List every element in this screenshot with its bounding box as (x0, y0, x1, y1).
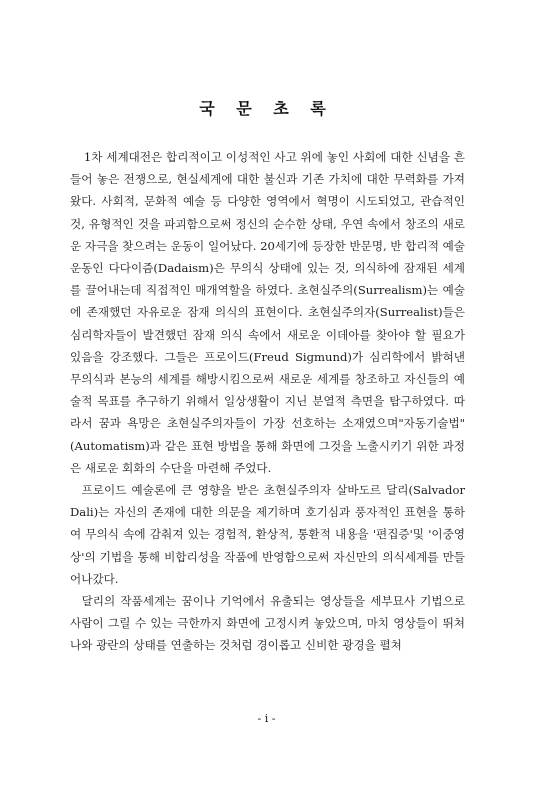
paragraph-2: 프로이드 예술론에 큰 영향을 받은 초현실주의자 살바도르 달리(Salvador Dali)는 자신의 존재에 대한 의문을 제기하며 호기심과 풍자적인 표현을 통하여 무의식 속에 감춰져 있는 경험적, 환상적, 통환적 내용을 '편집증'및 '이중영상'의 기법을 통해 비합리성을 작품에 반영함으로써 자신만의 의식세계를 만들어나갔다. (70, 483, 465, 586)
paragraph-1: 1차 세계대전은 합리적이고 이성적인 사고 위에 놓인 사회에 대한 신념을 흔들어 놓은 전쟁으로, 현실세계에 대한 불신과 기존 가치에 대한 무력화를 가져왔다. 사회적, 문화적 예술 등 다양한 영역에서 혁명이 시도되었고, 관습적인 것, 유형적인 것을 파괴함으로써 정신의 순수한 상태, 우연 속에서 창조의 새로운 자극을 찾으려는 운동이 일어났다. 20세기에 등장한 반문명, 반 합리적 예술운동인 다다이즘(Dadaism)은 무의식 상태에 있는 것, 의식하에 잠재된 세계를 끌어내는데 직접적인 매개역할을 하였다. 초현실주의(Surrealism)는 예술에 존재했던 자유로운 잠재 의식의 표현이다. 초현실주의자(Surrealist)들은 심리학자들이 발견했던 잠재 의식 속에서 새로운 이데아를 찾아야 할 필요가 있음을 강조했다. 그들은 프로이드(Freud Sigmund)가 심리학에서 밝혀낸 무의식과 본능의 세계를 해방시킴으로써 새로운 세계를 창조하고 자신들의 예술적 목표를 추구하기 위해서 일상생활이 지닌 분열적 측면을 탐구하였다. 따라서 꿈과 욕망은 초현실주의자들이 가장 선호하는 소재였으며"자동기술법"(Automatism)과 같은 표현 방법을 통해 화면에 그것을 노출시키기 위한 과정은 새로운 회화의 수단을 마련해 주었다. (70, 150, 465, 475)
abstract-body (70, 146, 465, 657)
page-number: - i - (257, 712, 276, 725)
page-title: 국 문 초 록 (199, 99, 334, 118)
paragraph-3: 달리의 작품세계는 꿈이나 기억에서 유출되는 영상들을 세부묘사 기법으로 사람이 그릴 수 있는 극한까지 화면에 고정시켜 놓았으며, 마치 영상들이 뛰쳐나와 광란의 상태를 연출하는 것처럼 경이롭고 신비한 광경을 펼쳐 (70, 594, 465, 653)
